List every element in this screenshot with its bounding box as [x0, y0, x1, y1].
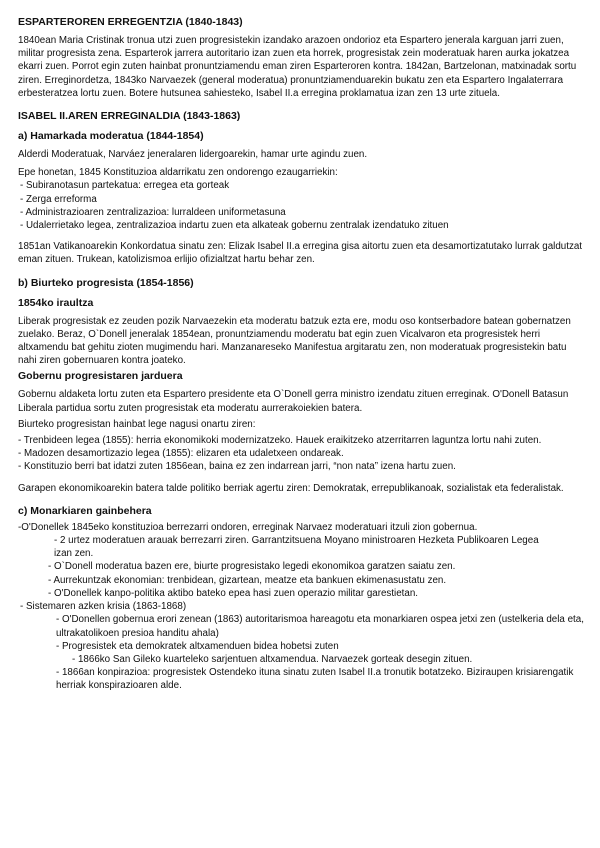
paragraph-moderatua-2: Epe honetan, 1845 Konstituzioa aldarrikatu zen ondorengo ezaugarriekin: [18, 167, 338, 179]
list-legeak [18, 434, 584, 474]
list-item: - Administrazioaren zentralizazioa: lurraldeen uniformetasuna [20, 206, 286, 218]
list-item: - O`Donell moderatua bazen ere, biurte progresistako legedi ekonomikoa garatzen saiatu zen. [48, 561, 456, 573]
list-item: - Subiranotasun partekatua: erregea eta gorteak [20, 180, 230, 192]
paragraph-gobernu-2: Biurteko progresistan hainbat lege nagusi onartu ziren: [18, 418, 256, 430]
list-item: - 1866an konpirazioa: progresistek Ostendeko ituna sinatu zuten Isabel II.a tronutik botatzeko. Biziraupen krisiarengatik herriak konspirazioaren alde. [56, 667, 574, 692]
subheading-iraultza: 1854ko iraultza [18, 296, 94, 309]
list-line-odonell: -O'Donellek 1845eko konstituzioa berrezarri ondoren, erreginak Narvaez moderatuari itzuli zion gobernua. [18, 521, 478, 533]
subsection-title-moderatua: a) Hamarkada moderatua (1844-1854) [18, 130, 204, 143]
document-page [18, 16, 584, 693]
section-body-espartero: 1840ean Maria Cristinak tronua utzi zuen progresistekin izandako arazoen ondorioz eta Espartero jenerala karguan jarri zuen, militar progresista zena. Esparterok jarrera autoritario izan zuen eta horrek, progresistak zein moderatuak haren aurka jokatzea ekarri zuen. Porrot egin zuten hainbat pronuntziamendu eman ziren Esparteroren kontra. 1842an, Bartzelonan, matxinadak sortu ziren. Erreginordetza, 1843ko Narvaezek (general moderatua) pronuntziamenduarekin bukatu zen eta Espartero Ingalaterrara erbesteratzea lortu zuen. Botere hutsunea sahiesteko, Isabel II.a erregina proklamatua izan zen 13 urte zituela. [18, 35, 577, 99]
list-konstituzioa [18, 179, 584, 232]
list-item: - Aurrekuntzak ekonomian: trenbidean, gizartean, meatze eta bankuen ekimenasustatu zen. [48, 574, 447, 586]
paragraph-iraultza: Liberak progresistak ez zeuden pozik Narvaezekin eta moderatu batzuk ezta ere, modu oso kontserbadore batean gobernatzen zuelako. Beraz, O`Donell jeneralak 1854ean, pronuntziamendu moderatu bat egin zuen Vicalvaron eta progresistek herri altxamendu bat gehitu zioten mugimendu hari. Manzanareseko Manifestua argitaratu zen, non moderatuak progresistekin batu nahi ziren gobernuaren kontra joateko. [18, 315, 571, 367]
list-item: - 1866ko San Gileko kuarteleko sarjentuen altxamendua. Narvaezek gorteak desegin zituen. [72, 653, 473, 665]
paragraph-garapen: Garapen ekonomikoarekin batera talde politiko berriak agertu ziren: Demokratak, errepublikanoak, sozialistak eta federalistak. [18, 482, 564, 494]
list-item: - 2 urtez moderatuen arauak berrezarri ziren. Garrantzitsuena Moyano ministroaren Hezketa Publikoaren Legea izan zen. [54, 535, 539, 560]
list-item: - Zerga erreforma [20, 193, 97, 205]
list-item: - O'Donellen gobernua erori zenean (1863) autoritarismoa hareagotu eta monarkiaren ospea jetxi zen (ustelkeria dela eta, ultrakatolikoen presioa handitu ahala) [56, 614, 584, 639]
list-line-krisia: - Sistemaren azken krisia (1863-1868) [20, 601, 187, 613]
paragraph-moderatua-1: Alderdi Moderatuak, Narváez jeneralaren lidergoarekin, hamar urte agindu zuen. [18, 149, 368, 161]
paragraph-gobernu-1: Gobernu aldaketa lortu zuten eta Espartero presidente eta O`Donell gerra ministro izendatu zituen erreginak. O'Donell Batasun Liberala partidua sortu zuten progresistak eta moderatu aurrerakoiekien batera. [18, 389, 569, 414]
list-item: - Madozen desamortizazio legea (1855): elizaren eta udaletxeen ondareak. [18, 448, 344, 460]
list-item: - Progresistek eta demokratek altxamenduen bidea hobetsi zuten [56, 640, 339, 652]
section-title-espartero: ESPARTEROREN ERREGENTZIA (1840-1843) [18, 16, 243, 28]
list-item: - Konstituzio berri bat idatzi zuten 1856ean, baina ez zen indarrean jarri, “non nata” izena hartu zuen. [18, 461, 456, 473]
list-item: - Udalerrietako legea, zentralizazioa indartu zuen eta alkateak gobernu zentralak izendatuko zituen [20, 220, 449, 232]
list-item: - Trenbideen legea (1855): herria ekonomikoki modernizatzeko. Hauek eraikitzeko atzerritarren laguntza lortu nahi zuten. [18, 435, 542, 447]
subsection-title-biurteko: b) Biurteko progresista (1854-1856) [18, 276, 194, 289]
section-title-isabel: ISABEL II.AREN ERREGINALDIA (1843-1863) [18, 110, 241, 123]
subheading-gobernu: Gobernu progresistaren jarduera [18, 370, 183, 383]
subsection-title-monarkia: c) Monarkiaren gainbehera [18, 504, 152, 517]
paragraph-konkordatua: 1851an Vatikanoarekin Konkordatua sinatu zen: Elizak Isabel II.a erregina gisa aitortu zuen eta desamortizatutako lurrak galdutzat eman zituen. Trukean, katolizismoa erlijio ofizialtzat hartu behar zen. [18, 241, 583, 266]
list-item: - O'Donellek kanpo-politika aktibo bateko epea hasi zuen operazio militar garestietan. [48, 587, 419, 599]
